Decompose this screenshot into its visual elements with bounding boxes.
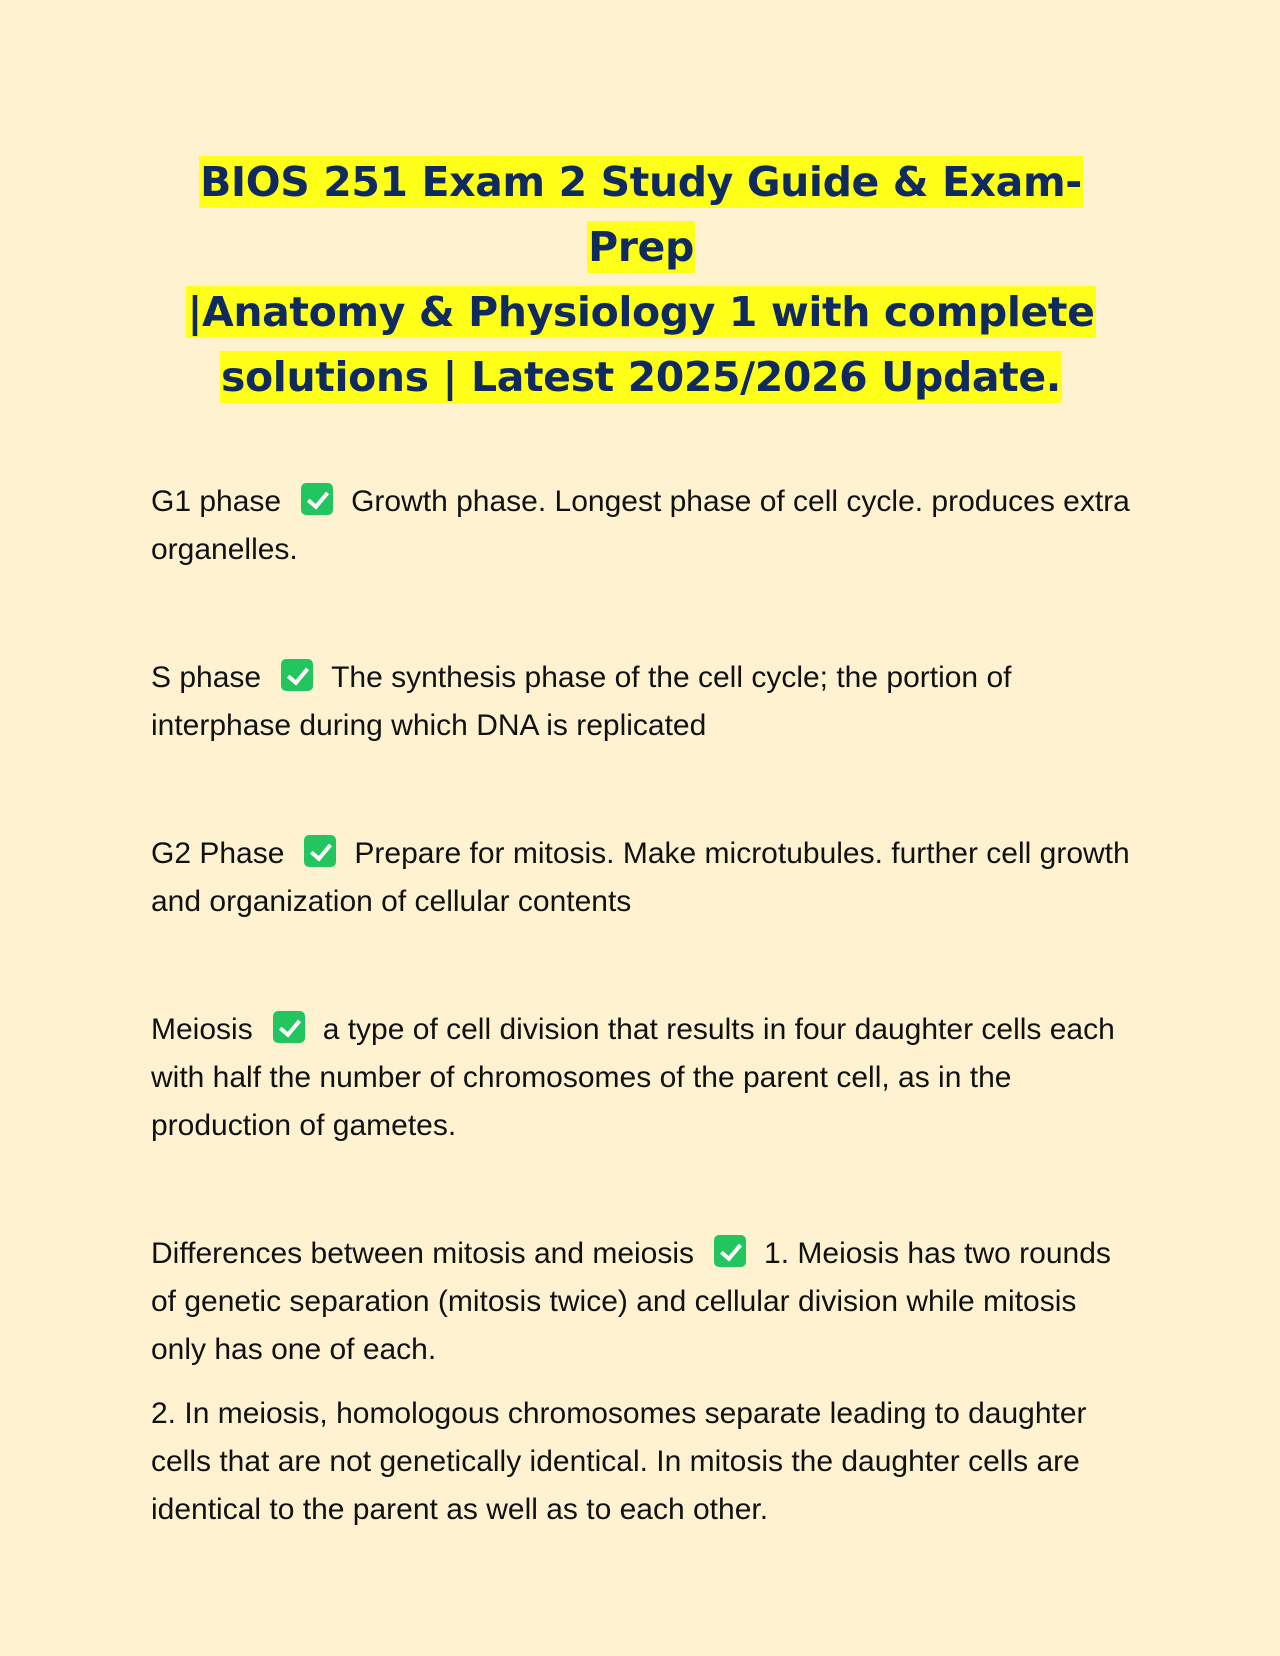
check-mark-icon xyxy=(304,835,336,867)
entry-s-phase xyxy=(151,654,1131,750)
entry-text xyxy=(151,1230,1131,1374)
entry-mitosis-meiosis-differences xyxy=(151,1230,1131,1534)
entry-term: G1 phase xyxy=(151,485,282,518)
entry-term: G2 Phase xyxy=(151,837,285,870)
entry-text xyxy=(151,654,1131,750)
check-mark-icon xyxy=(273,1011,305,1043)
document-title xyxy=(151,150,1131,410)
entry-definition: The synthesis phase of the cell cycle; the portion of interphase during which DNA is replicated xyxy=(151,661,1012,742)
entry-definition: Prepare for mitosis. Make microtubules. further cell growth and organization of cellular contents xyxy=(151,837,1130,918)
check-mark-icon xyxy=(281,659,313,691)
entry-term: Meiosis xyxy=(151,1013,253,1046)
entry-definition: a type of cell division that results in four daughter cells each with half the number of chromosomes of the parent cell, as in the production of gametes. xyxy=(151,1013,1115,1142)
title-line-3: solutions | Latest 2025/2026 Update. xyxy=(221,353,1061,401)
entry-g2-phase xyxy=(151,830,1131,926)
entry-text xyxy=(151,830,1131,926)
study-entries xyxy=(151,478,1130,1534)
entry-text xyxy=(151,478,1131,574)
entry-meiosis xyxy=(151,1006,1131,1150)
title-line-2: |Anatomy & Physiology 1 with complete xyxy=(187,288,1095,336)
title-line-1: BIOS 251 Exam 2 Study Guide & Exam-Prep xyxy=(200,158,1082,271)
check-mark-icon xyxy=(301,483,333,515)
entry-term: S phase xyxy=(151,661,262,694)
check-mark-icon xyxy=(714,1235,746,1267)
entry-definition: 1. Meiosis has two rounds of genetic separation (mitosis twice) and cellular division while mitosis only has one of each. xyxy=(151,1237,1111,1366)
entry-g1-phase xyxy=(151,478,1131,574)
entry-continuation: 2. In meiosis, homologous chromosomes separate leading to daughter cells that are not genetically identical. In mitosis the daughter cells are identical to the parent as well as to each other. xyxy=(151,1397,1087,1526)
entry-term: Differences between mitosis and meiosis xyxy=(151,1237,695,1270)
entry-text xyxy=(151,1006,1131,1150)
entry-definition: Growth phase. Longest phase of cell cycle. produces extra organelles. xyxy=(151,485,1130,566)
